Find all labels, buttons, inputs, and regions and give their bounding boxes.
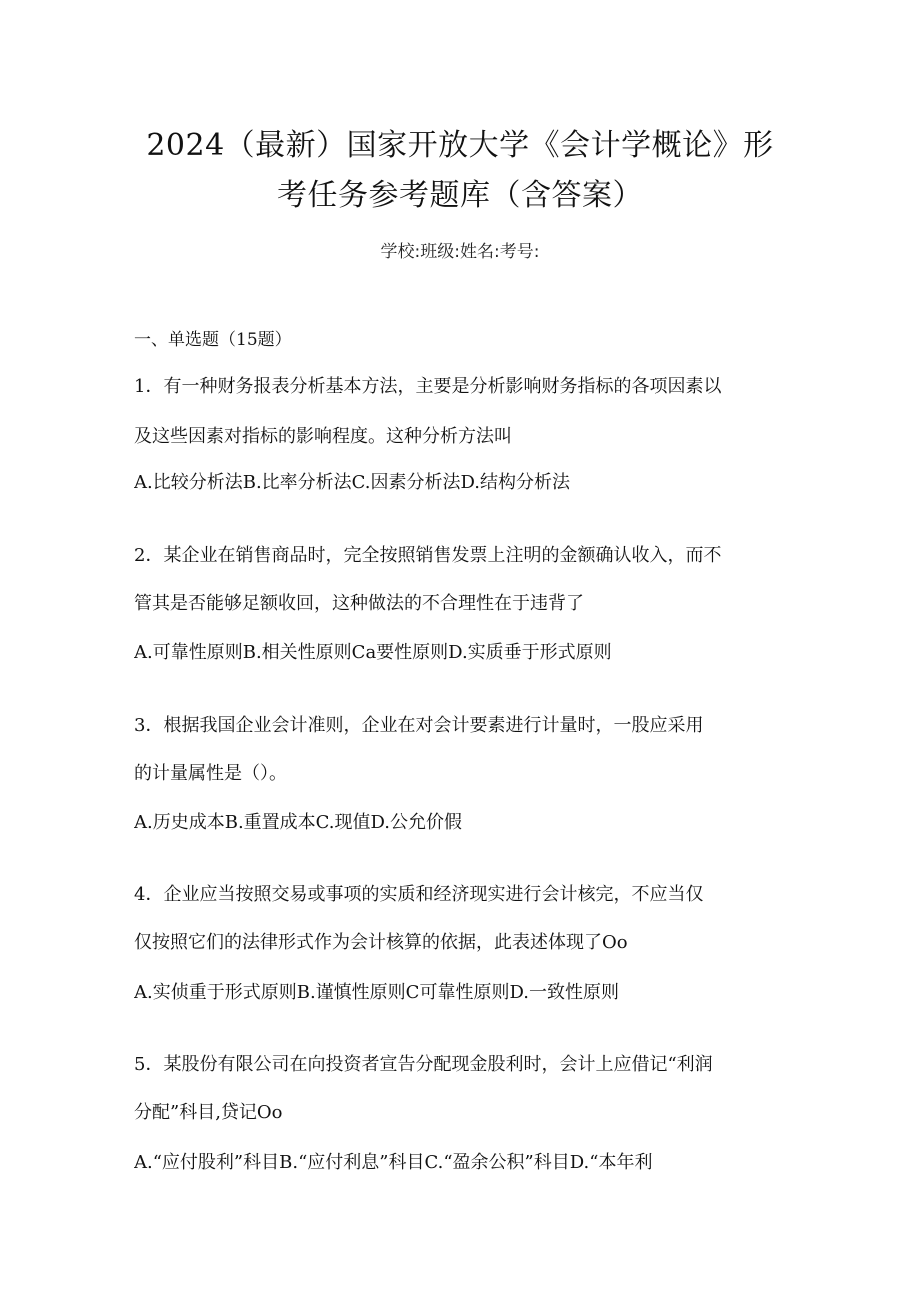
question-3-stem-line-2: 的计量属性是（）。	[134, 763, 287, 784]
question-5-stem-line-2: 分配”科目,贷记Oo	[134, 1102, 283, 1123]
question-4-options: A.实侦重于形式原则B.谨慎性原则C可靠性原则D.一致性原则	[134, 982, 619, 1003]
question-3-options: A.历史成本B.重置成本C.现值D.公允价假	[134, 812, 463, 833]
section-heading: 一、单选题（15题）	[134, 330, 292, 350]
question-5-options: A.“应付股利”科目B.“应付利息”科目C.“盈余公积”科目D.“本年利	[134, 1152, 653, 1173]
question-1-stem-line-2: 及这些因素对指标的影响程度。这种分析方法叫	[134, 426, 512, 447]
question-1-options: A.比较分析法B.比率分析法C.因素分析法D.结构分析法	[134, 472, 571, 493]
question-3-stem-line-1: 3．根据我国企业会计准则，企业在对会计要素进行计量时，一股应采用	[134, 715, 704, 736]
question-4-stem-line-1: 4．企业应当按照交易或事项的实质和经济现实进行会计核完，不应当仅	[134, 884, 704, 905]
student-info-line: 学校:班级:姓名:考号:	[380, 242, 540, 262]
question-4-stem-line-2: 仅按照它们的法律形式作为会计核算的依据，此表述体现了Oo	[134, 932, 628, 953]
question-1-stem-line-1: 1．有一种财务报表分析基本方法，主要是分析影响财务指标的各项因素以	[134, 376, 722, 397]
document-title-line-2: 考任务参考题库（含答案）	[277, 178, 643, 213]
question-2-stem-line-1: 2．某企业在销售商品时，完全按照销售发票上注明的金额确认收入，而不	[134, 545, 722, 566]
question-5-stem-line-1: 5．某股份有限公司在向投资者宣告分配现金股利时，会计上应借记“利润	[134, 1054, 713, 1075]
question-2-options: A.可靠性原则B.相关性原则Ca要性原则D.实质垂于形式原则	[134, 642, 612, 663]
question-2-stem-line-2: 管其是否能够足额收回，这种做法的不合理性在于违背了	[134, 593, 584, 614]
document-title-line-1: 2024（最新）国家开放大学《会计学概论》形	[146, 128, 774, 163]
